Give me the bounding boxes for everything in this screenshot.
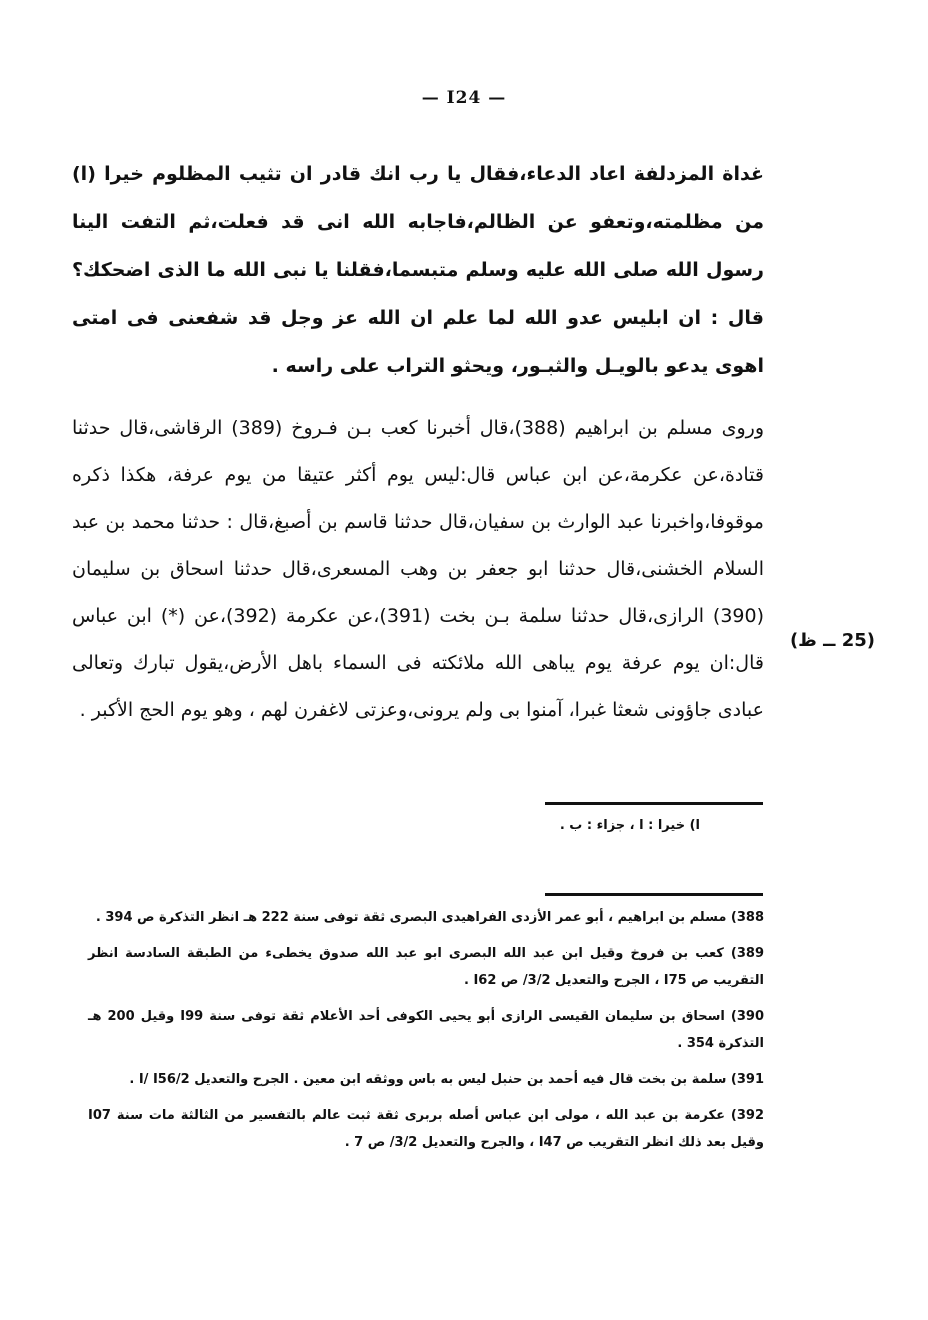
footnotes	[88, 904, 764, 1165]
footnotes-divider	[545, 893, 763, 896]
footnote-389: 389) كعب بن فروخ وقيل ابن عبد الله البصرى ابو عبد الله صدوق يخطىء من الطبقة السادسة انظر التقريب ص I75 ، الجرح والتعديل 3/2/ ص I62 .	[88, 946, 764, 988]
main-paragraph-1: غداة المزدلفة اعاد الدعاء،فقال يا رب انك قادر ان تثيب المظلوم خيرا (ا) من مظلمته،وتعفو عن الظالم،فاجابه الله انى قد فعلت،ثم التفت الينا رسول الله صلى الله عليه وسلم متبسما،فقلنا يا نبى الله ما الذى اضحكك؟قال : ان ابليس عدو الله لما علم ان الله عز وجل قد شفعنى فى امتى اهوى يدعو بالويـل والثبـور، ويحثو التراب على راسه .	[72, 163, 764, 377]
footnote-392: 392) عكرمة بن عبد الله ، مولى ابن عباس أصله بربرى ثقة ثبت عالم بالتفسير من الثالثة مات سنة I07 وقيل بعد ذلك انظر التقريب ص I47 ، والجرح والتعديل 3/2/ ص 7 .	[88, 1108, 764, 1150]
margin-folio-note: (25 ــ ظ)	[789, 630, 875, 651]
page-number: — I24 —	[421, 88, 507, 108]
notes-divider	[545, 802, 763, 805]
footnote-390: 390) اسحاق بن سليمان القيسى الرازى أبو يحيى الكوفى أحد الأعلام ثقة توفى سنة I99 وقيل 200 هـ التذكرة 354 .	[88, 1009, 764, 1051]
footnote-388: 388) مسلم بن ابراهيم ، أبو عمر الأزدى الفراهيدى البصرى ثقة توفى سنة 222 هـ انظر التذكرة ص 394 .	[95, 910, 764, 925]
footnote-391: 391) سلمة بن بخت قال فيه أحمد بن حنبل ليس به باس ووثقه ابن معين . الجرح والتعديل 2/I/ I56 .	[129, 1072, 764, 1087]
variant-note: ا) خيرا : ا ، جزاء : ب .	[559, 818, 700, 833]
main-paragraph-2: وروى مسلم بن ابراهيم (388)،قال أخبرنا كعب بـن فـروخ (389) الرقاشى،قال حدثنا قتادة،عن عكرمة،عن ابن عباس قال:ليس يوم أكثر عتيقا من يوم عرفة، هكذا ذكره موقوفا،واخبرنا عبد الوارث بن سفيان،قال حدثنا قاسم بن أصبغ،قال : حدثنا محمد بن عبد السلام الخشنى،قال حدثنا ابو جعفر بن وهب المسعرى،قال حدثنا اسحاق بن سليمان (390) الرازى،قال حدثنا سلمة بـن بخت (391)،عن عكرمة (392)،عن (*) ابن عباس قال:ان يوم عرفة يوم يباهى الله ملائكته فى السماء باهل الأرض،يقول تبارك وتعالى عبادى جاؤونى شعثا غبرا، آمنوا بى ولم يرونى،وعزتى لاغفرن لهم ، وهو يوم الحج الأكبر .	[72, 417, 765, 721]
